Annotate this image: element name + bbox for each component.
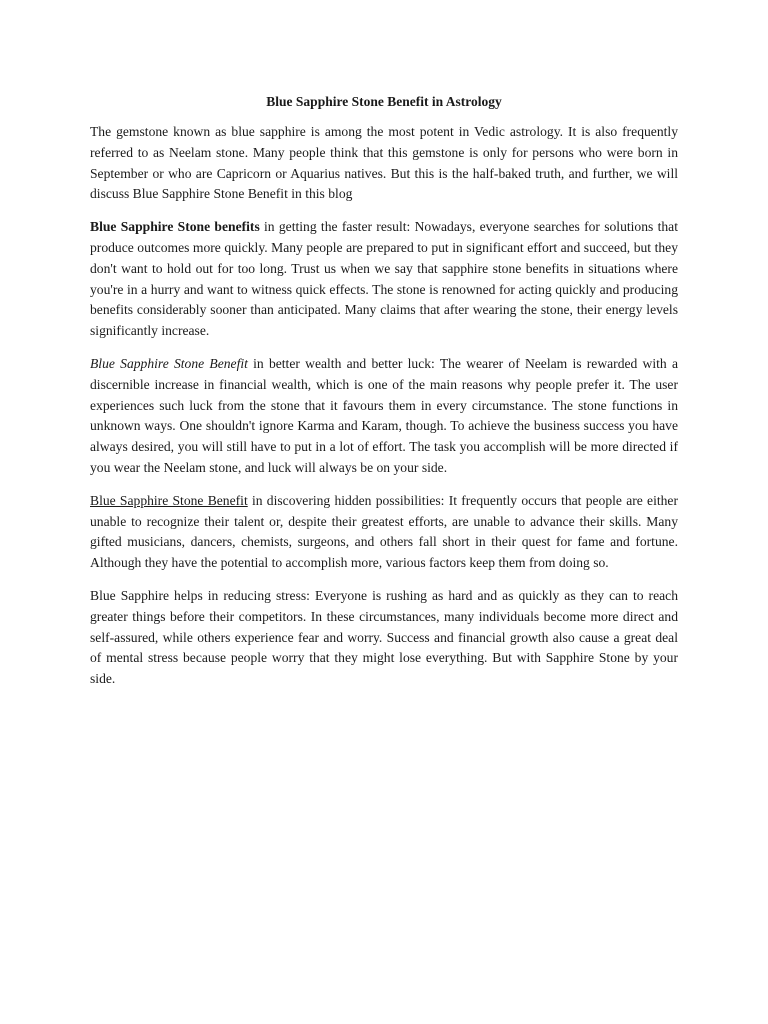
hidden-possibilities-paragraph [90,491,678,574]
paragraph-lead-underlined: Blue Sapphire Stone Benefit [90,492,248,508]
paragraph-text: in better wealth and better luck: The wearer of Neelam is rewarded with a discernible increase in financial wealth, which is one of the main reasons why people prefer it. The user experiences such luck from the stone that it favours them in every circumstance. The stone functions in unknown ways. One shouldn't ignore Karma and Karam, though. To achieve the business success you have always desired, you will still have to put in a lot of effort. The task you accomplish will be more directed if you wear the Neelam stone, and luck will always be on your side. [90,355,678,475]
paragraph-lead-italic: Blue Sapphire Stone Benefit [90,355,248,371]
faster-result-paragraph [90,217,678,342]
paragraph-text: in discovering hidden possibilities: It frequently occurs that people are either unable to recognize their talent or, despite their greatest efforts, are unable to advance their skills. Many gifted musicians, dancers, chemists, surgeons, and others fall short in their quest for fame and fortune. Although they have the potential to accomplish more, various factors keep them from doing so. [90,492,678,571]
intro-paragraph [90,122,678,205]
paragraph-text: Blue Sapphire helps in reducing stress: Everyone is rushing as hard and as quickly as they can to reach greater things before their competitors. In these circumstances, many individuals become more direct and self-assured, while others experience fear and worry. Success and financial growth also cause a great deal of mental stress because people worry that they might lose everything. But with Sapphire Stone by your side. [90,587,678,687]
document-title: Blue Sapphire Stone Benefit in Astrology [266,94,502,109]
paragraph-text: in getting the faster result: Nowadays, everyone searches for solutions that produce outcomes more quickly. Many people are prepared to put in significant effort and succeed, but they don't want to hold out for too long. Trust us when we say that sapphire stone benefits in situations where you're in a hurry and want to witness quick effects. The stone is renowned for acting quickly and producing benefits considerably sooner than anticipated. Many claims that after wearing the stone, their energy levels significantly increase. [90,219,678,339]
document-page [90,92,678,702]
reducing-stress-paragraph [90,586,678,690]
paragraph-lead-bold: Blue Sapphire Stone benefits [90,219,260,235]
wealth-luck-paragraph [90,354,678,479]
paragraph-text: The gemstone known as blue sapphire is among the most potent in Vedic astrology. It is also frequently referred to as Neelam stone. Many people think that this gemstone is only for persons who were born in September or who are Capricorn or Aquarius natives. But this is the half-baked truth, and further, we will discuss Blue Sapphire Stone Benefit in this blog [90,124,678,202]
